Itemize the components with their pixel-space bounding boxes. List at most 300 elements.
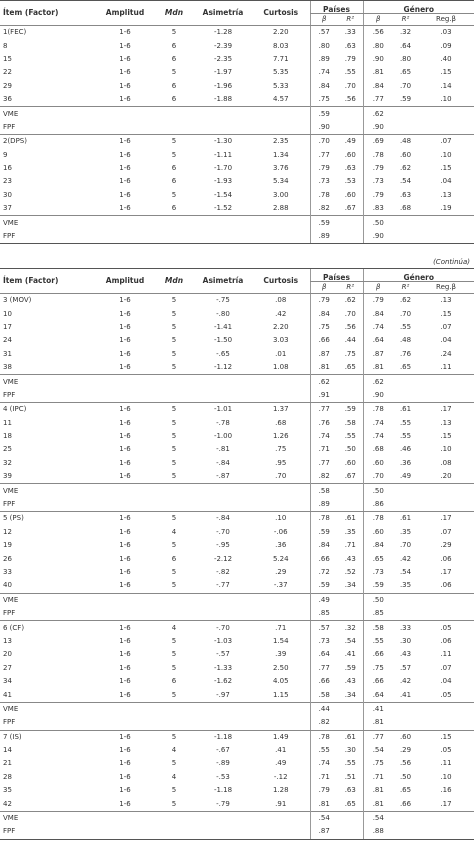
table-cell: .15: [440, 68, 452, 77]
table-cell: -.57: [216, 650, 230, 659]
table-cell: .66: [363, 648, 393, 661]
table-cell: [252, 702, 310, 716]
table-row: [0, 307, 474, 320]
table-row: [0, 294, 474, 308]
table-cell: .30: [399, 636, 412, 645]
table-cell: 1-6: [119, 363, 131, 372]
table-cell: .11: [440, 650, 452, 659]
table-cell: .41: [399, 690, 412, 699]
table-cell: [96, 375, 154, 389]
table-cell: [154, 216, 194, 230]
table-cell: .48: [393, 135, 418, 149]
table-cell: 1-6: [119, 636, 131, 645]
table-cell: .14: [440, 81, 452, 90]
table-row: [0, 348, 474, 361]
table-cell: .76: [399, 349, 412, 358]
table-cell: [194, 702, 252, 716]
table-cell: .17: [440, 799, 452, 808]
table-cell: .60: [363, 457, 393, 470]
table-cell: .56: [344, 322, 356, 331]
item-label: 32: [3, 458, 12, 467]
table-cell: .36: [275, 541, 287, 550]
table-cell: 5: [171, 150, 177, 159]
vme-paises-value: .59: [310, 107, 338, 121]
table-cell: -1.50: [213, 336, 233, 345]
table-cell: [154, 811, 194, 825]
table-cell: .20: [440, 472, 452, 481]
table-cell: -.65: [216, 349, 230, 358]
statistics-table-part-1: [0, 0, 474, 244]
table-cell: .78: [310, 512, 338, 526]
table-cell: .55: [399, 432, 412, 441]
table-cell: 5.33: [272, 81, 289, 90]
table-cell: -.89: [216, 759, 230, 768]
table-row: [0, 552, 474, 565]
table-cell: .60: [344, 150, 356, 159]
table-cell: 5: [171, 472, 177, 481]
table-row: [0, 675, 474, 688]
table-cell: .64: [310, 648, 338, 661]
table-cell: .77: [310, 457, 338, 470]
table-cell: .19: [440, 204, 452, 213]
table-cell: 5.35: [272, 68, 289, 77]
vme-row: [0, 484, 474, 498]
table-row: [0, 648, 474, 661]
table-row: [0, 662, 474, 675]
item-label: 21: [3, 759, 12, 768]
table-cell: [393, 389, 418, 403]
table-cell: .53: [344, 177, 356, 186]
table-row: [0, 566, 474, 579]
vme-row: [0, 702, 474, 716]
table-cell: .06: [440, 581, 452, 590]
table-cell: 1-6: [119, 177, 131, 186]
table-cell: .30: [344, 746, 356, 755]
vme-genero-value: .62: [363, 375, 393, 389]
table-cell: [252, 389, 310, 403]
table-cell: [154, 716, 194, 730]
table-cell: .07: [440, 663, 452, 672]
table-cell: 2.35: [252, 135, 310, 149]
table-cell: .73: [310, 635, 338, 648]
table-cell: [154, 498, 194, 512]
table-cell: -1.88: [213, 95, 233, 104]
table-cell: .54: [399, 177, 412, 186]
table-cell: 1-6: [119, 150, 131, 159]
table-cell: .39: [275, 650, 287, 659]
fpf-paises-value: .82: [310, 716, 338, 730]
table-cell: [418, 593, 474, 607]
table-cell: .43: [399, 650, 412, 659]
table-cell: .77: [310, 403, 338, 417]
item-label: 35: [3, 786, 12, 795]
table-cell: .95: [275, 458, 287, 467]
table-cell: .36: [399, 458, 412, 467]
table-cell: .06: [440, 636, 452, 645]
table-cell: .61: [338, 512, 363, 526]
table-cell: .33: [393, 621, 418, 635]
table-cell: .65: [399, 786, 412, 795]
table-cell: -.79: [216, 799, 230, 808]
table-row: [0, 135, 474, 149]
header-curtosis: Curtosis: [252, 1, 310, 26]
table-cell: .29: [440, 541, 452, 550]
table-cell: .67: [344, 472, 356, 481]
header-genero: Género: [363, 1, 474, 14]
table-cell: .84: [310, 80, 338, 93]
table-row: [0, 579, 474, 593]
item-label: 28: [3, 772, 12, 781]
table-cell: 1-6: [119, 164, 131, 173]
table-cell: [154, 702, 194, 716]
vme-row: [0, 811, 474, 825]
table-cell: 4.05: [272, 677, 289, 686]
table-cell: .59: [338, 403, 363, 417]
table-cell: -1.70: [213, 164, 233, 173]
table-cell: .70: [310, 135, 338, 149]
table-cell: [252, 484, 310, 498]
table-cell: .91: [275, 799, 287, 808]
item-label: 25: [3, 445, 12, 454]
table-cell: .70: [363, 470, 393, 484]
table-cell: .09: [440, 41, 452, 50]
table-cell: .60: [399, 150, 412, 159]
table-cell: .87: [363, 348, 393, 361]
table-cell: 1-6: [119, 690, 131, 699]
item-label: 36: [3, 95, 12, 104]
item-label: 42: [3, 799, 12, 808]
table-cell: -.06: [273, 527, 288, 536]
table-cell: 1.37: [252, 403, 310, 417]
table-cell: .15: [418, 730, 474, 744]
table-cell: 5: [171, 541, 177, 550]
table-cell: .79: [363, 294, 393, 308]
fpf-paises-value: .85: [310, 607, 338, 621]
table-row: [0, 93, 474, 107]
table-cell: .75: [344, 349, 356, 358]
table-cell: .64: [363, 334, 393, 347]
table-cell: 1-6: [119, 349, 131, 358]
table-cell: 1-6: [119, 677, 131, 686]
table-cell: 1-6: [119, 432, 131, 441]
item-label: 34: [3, 677, 12, 686]
table-cell: 3.76: [272, 164, 289, 173]
table-cell: .68: [275, 418, 287, 427]
table-cell: 5: [171, 68, 177, 77]
table-cell: .75: [275, 445, 287, 454]
table-row: [0, 512, 474, 526]
table-cell: .17: [418, 403, 474, 417]
table-row: [0, 202, 474, 216]
fpf-paises-value: .90: [310, 121, 338, 135]
table-cell: -1.00: [213, 432, 233, 441]
table-cell: 6: [171, 164, 177, 173]
table-cell: .81: [363, 361, 393, 375]
table-cell: [154, 607, 194, 621]
table-cell: 5: [171, 432, 177, 441]
table-cell: 3.03: [272, 336, 289, 345]
table-cell: -1.33: [213, 663, 233, 672]
vme-genero-value: .50: [363, 593, 393, 607]
table-cell: .54: [363, 744, 393, 757]
header-beta: β: [310, 282, 338, 294]
table-cell: [418, 107, 474, 121]
table-row: [0, 80, 474, 93]
table-cell: .42: [399, 677, 412, 686]
table-cell: 1-6: [119, 746, 131, 755]
table-cell: 2.50: [272, 663, 289, 672]
table-cell: .79: [363, 189, 393, 202]
table-cell: .59: [344, 663, 356, 672]
table-cell: 5: [171, 28, 177, 37]
table-cell: .59: [363, 579, 393, 593]
table-cell: 6: [171, 677, 177, 686]
table-cell: .79: [310, 162, 338, 175]
table-cell: .77: [363, 730, 393, 744]
table-cell: 1-6: [119, 759, 131, 768]
table-cell: .79: [363, 162, 393, 175]
table-cell: [393, 607, 418, 621]
item-label: 26: [3, 554, 12, 563]
item-label: 11: [3, 418, 12, 427]
table-cell: [154, 230, 194, 244]
table-cell: .59: [310, 579, 338, 593]
table-row: [0, 526, 474, 539]
table-cell: .66: [310, 334, 338, 347]
table-cell: 4: [171, 527, 177, 536]
table-row: [0, 189, 474, 202]
table-cell: [338, 375, 363, 389]
fpf-genero-value: .81: [363, 716, 393, 730]
fpf-row: [0, 498, 474, 512]
table-cell: -.84: [194, 512, 252, 526]
table-cell: .52: [344, 568, 356, 576]
table-cell: [96, 107, 154, 121]
table-cell: .33: [344, 28, 356, 37]
table-cell: .65: [363, 552, 393, 565]
table-cell: 6: [171, 41, 177, 50]
table-cell: 5.34: [272, 177, 289, 186]
table-cell: 5: [154, 135, 194, 149]
table-cell: .08: [275, 296, 287, 305]
item-label: 30: [3, 190, 12, 199]
vme-row: [0, 107, 474, 121]
table-cell: [393, 216, 418, 230]
item-label: 2(DPS): [0, 135, 96, 149]
table-cell: 6: [171, 204, 177, 213]
table-row: [0, 757, 474, 770]
table-cell: [252, 107, 310, 121]
table-cell: .61: [338, 730, 363, 744]
table-cell: .15: [440, 164, 452, 173]
table-cell: .65: [344, 363, 356, 372]
table-cell: [338, 107, 363, 121]
table-cell: .06: [440, 554, 452, 563]
table-cell: -1.97: [213, 68, 233, 77]
table-cell: [338, 230, 363, 244]
table-cell: [154, 389, 194, 403]
table-cell: .82: [310, 470, 338, 484]
table-cell: .61: [393, 512, 418, 526]
table-cell: .44: [344, 336, 356, 345]
table-cell: .13: [440, 296, 452, 305]
fpf-label: FPF: [0, 825, 96, 839]
table-cell: .55: [344, 759, 356, 768]
table-cell: .68: [363, 443, 393, 456]
table-cell: .73: [363, 566, 393, 579]
table-cell: .10: [440, 95, 452, 104]
table-cell: .46: [399, 445, 412, 454]
table-cell: .04: [440, 336, 452, 345]
table-cell: .57: [310, 621, 338, 635]
fpf-genero-value: .85: [363, 607, 393, 621]
table-cell: .84: [363, 80, 393, 93]
table-cell: .72: [310, 566, 338, 579]
table-cell: [418, 811, 474, 825]
table-cell: -.37: [273, 581, 288, 590]
table-cell: .73: [363, 175, 393, 188]
table-cell: .80: [363, 39, 393, 52]
table-cell: .07: [440, 527, 452, 536]
table-cell: 1-6: [119, 554, 131, 563]
table-cell: [418, 702, 474, 716]
table-cell: [338, 498, 363, 512]
table-cell: 1-6: [119, 541, 131, 550]
table-row: [0, 797, 474, 811]
table-cell: .16: [440, 786, 452, 795]
table-cell: [96, 593, 154, 607]
table-cell: .75: [310, 321, 338, 334]
table-cell: -.78: [216, 418, 230, 427]
table-cell: [96, 484, 154, 498]
table-cell: .05: [440, 690, 452, 699]
table-cell: 1-6: [119, 28, 131, 37]
table-cell: [393, 593, 418, 607]
table-cell: .74: [310, 757, 338, 770]
header-curtosis: Curtosis: [252, 269, 310, 294]
table-cell: [96, 716, 154, 730]
table-cell: .82: [310, 202, 338, 216]
table-cell: .51: [344, 772, 356, 781]
table-cell: .84: [363, 539, 393, 552]
table-row: [0, 539, 474, 552]
fpf-label: FPF: [0, 389, 96, 403]
header-r2: R²: [393, 282, 418, 294]
table-cell: 5: [171, 799, 177, 808]
table-cell: .71: [310, 443, 338, 456]
table-cell: .42: [399, 554, 412, 563]
table-row: [0, 334, 474, 347]
table-cell: 1-6: [119, 472, 131, 481]
fpf-paises-value: .87: [310, 825, 338, 839]
table-cell: -.53: [216, 772, 230, 781]
table-cell: [338, 825, 363, 839]
vme-label: VME: [0, 811, 96, 825]
table-cell: .70: [399, 81, 412, 90]
table-cell: .74: [310, 430, 338, 443]
table-cell: 6: [171, 54, 177, 63]
vme-label: VME: [0, 593, 96, 607]
header-beta: β: [363, 282, 393, 294]
vme-label: VME: [0, 484, 96, 498]
vme-label: VME: [0, 107, 96, 121]
item-label: 5 (PS): [0, 512, 96, 526]
vme-label: VME: [0, 375, 96, 389]
table-cell: -1.28: [213, 28, 233, 37]
table-cell: -2.39: [213, 41, 233, 50]
table-cell: 1-6: [96, 403, 154, 417]
table-cell: .08: [440, 458, 452, 467]
table-cell: 5: [171, 190, 177, 199]
table-row: [0, 470, 474, 484]
fpf-label: FPF: [0, 230, 96, 244]
table-cell: .58: [363, 621, 393, 635]
table-cell: .57: [310, 26, 338, 40]
table-cell: [194, 230, 252, 244]
table-cell: .68: [399, 204, 412, 213]
table-cell: [418, 121, 474, 135]
table-row: [0, 443, 474, 456]
table-cell: .56: [344, 95, 356, 104]
table-cell: [338, 121, 363, 135]
table-cell: .84: [363, 307, 393, 320]
table-cell: [194, 825, 252, 839]
table-cell: [393, 484, 418, 498]
table-row: [0, 430, 474, 443]
table-cell: .11: [440, 759, 452, 768]
table-cell: [418, 230, 474, 244]
item-label: 4 (IPC): [0, 403, 96, 417]
table-cell: .87: [310, 348, 338, 361]
table-row: [0, 175, 474, 188]
table-cell: 1-6: [119, 581, 131, 590]
fpf-label: FPF: [0, 121, 96, 135]
table-cell: [393, 811, 418, 825]
table-row: [0, 26, 474, 40]
table-cell: .59: [310, 526, 338, 539]
table-cell: 4: [171, 746, 177, 755]
table-cell: 5: [171, 568, 177, 576]
table-cell: [96, 607, 154, 621]
table-cell: [154, 484, 194, 498]
table-cell: [194, 107, 252, 121]
table-cell: .32: [399, 28, 412, 37]
table-cell: .74: [363, 321, 393, 334]
table-cell: .64: [399, 41, 412, 50]
table-cell: -1.11: [213, 150, 233, 159]
table-cell: .84: [310, 307, 338, 320]
table-cell: [393, 230, 418, 244]
table-cell: .56: [363, 26, 393, 40]
table-row: [0, 744, 474, 757]
table-cell: -.82: [216, 568, 230, 576]
table-row: [0, 321, 474, 334]
table-cell: .66: [363, 675, 393, 688]
table-cell: .70: [344, 309, 356, 318]
table-cell: .70: [344, 81, 356, 90]
table-row: [0, 149, 474, 162]
vme-genero-value: .41: [363, 702, 393, 716]
table-cell: 5: [154, 512, 194, 526]
header-paises: Países: [310, 1, 363, 14]
table-cell: .75: [310, 93, 338, 107]
table-row: [0, 457, 474, 470]
table-cell: 5: [171, 322, 177, 331]
table-cell: .90: [363, 53, 393, 66]
table-cell: .54: [399, 568, 412, 576]
item-label: 27: [3, 663, 12, 672]
table-row: [0, 771, 474, 784]
